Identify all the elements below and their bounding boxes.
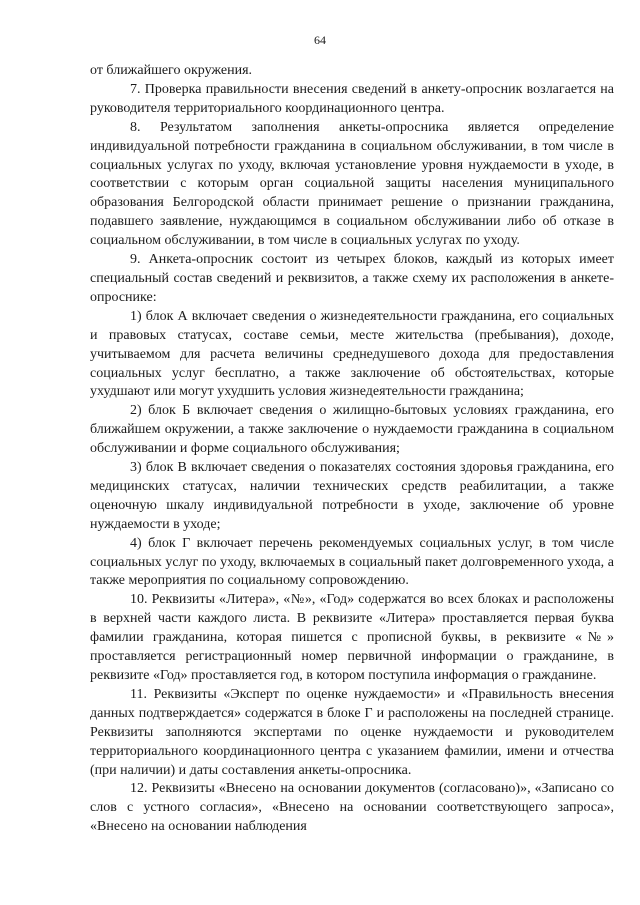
- paragraph: 11. Реквизиты «Эксперт по оценке нуждаемости» и «Правильность внесения данных подтверждается» содержатся в блоке Г и расположены на последней странице. Реквизиты заполняются экспертами по оценке нуждаемости и руководителем территориального координационного центра с указанием фамилии, имени и отчества (при наличии) и даты составления анкеты-опросника.: [90, 686, 614, 778]
- page-number: 64: [314, 33, 326, 47]
- paragraph: 8. Результатом заполнения анкеты-опросника является определение индивидуальной потребности гражданина в социальном обслуживании, в том числе в социальных услугах по уходу, включая установление уровня нуждаемости в уходе, в соответствии с которым орган социальной защиты населения муниципального образования Белгородской области принимает решение о признании гражданина, подавшего заявление, нуждающимся в социальном обслуживании либо об отказе в социальном обслуживании, в том числе в социальных услугах по уходу.: [90, 119, 614, 249]
- paragraph: от ближайшего окружения.: [90, 63, 253, 78]
- paragraph: 2) блок Б включает сведения о жилищно-бытовых условиях гражданина, его ближайшем окружении, а также заключение о нуждаемости гражданина в социальном обслуживании и форме социального обслуживания;: [90, 403, 614, 457]
- paragraph: 10. Реквизиты «Литера», «№», «Год» содержатся во всех блоках и расположены в верхней части каждого листа. В реквизите «Литера» проставляется первая буква фамилии гражданина, которая пишется с прописной буквы, в реквизите «№» проставляется регистрационный номер первичной информации о гражданине, в реквизите «Год» проставляется год, в котором поступила информация о гражданине.: [90, 592, 614, 683]
- paragraph: 12. Реквизиты «Внесено на основании документов (согласовано)», «Записано со слов с устного согласия», «Внесено на основании соответствующего запроса», «Внесено на основании наблюдения: [90, 781, 614, 835]
- paragraph: 1) блок А включает сведения о жизнедеятельности гражданина, его социальных и правовых статусах, составе семьи, месте жительства (пребывания), доходе, учитываемом для расчета величины среднедушевого дохода для предоставления социальных услуг бесплатно, а также заключение об обстоятельствах, которые ухудшают или могут ухудшить условия жизнедеятельности гражданина;: [90, 308, 614, 400]
- document-body: [90, 62, 614, 837]
- paragraph: 3) блок В включает сведения о показателях состояния здоровья гражданина, его медицинских статусах, наличии технических средств реабилитации, а также оценочную шкалу индивидуальной потребности в уходе, заключение об уровне нуждаемости в уходе;: [90, 460, 614, 532]
- paragraph: 9. Анкета-опросник состоит из четырех блоков, каждый из которых имеет специальный состав сведений и реквизитов, а также схему их расположения в анкете-опроснике:: [90, 252, 614, 305]
- paragraph: 7. Проверка правильности внесения сведений в анкету-опросник возлагается на руководителя территориального координационного центра.: [90, 81, 614, 116]
- paragraph: 4) блок Г включает перечень рекомендуемых социальных услуг, в том числе социальных услуг по уходу, включаемых в социальный пакет долговременного ухода, а также мероприятия по социальному сопровождению.: [90, 535, 614, 589]
